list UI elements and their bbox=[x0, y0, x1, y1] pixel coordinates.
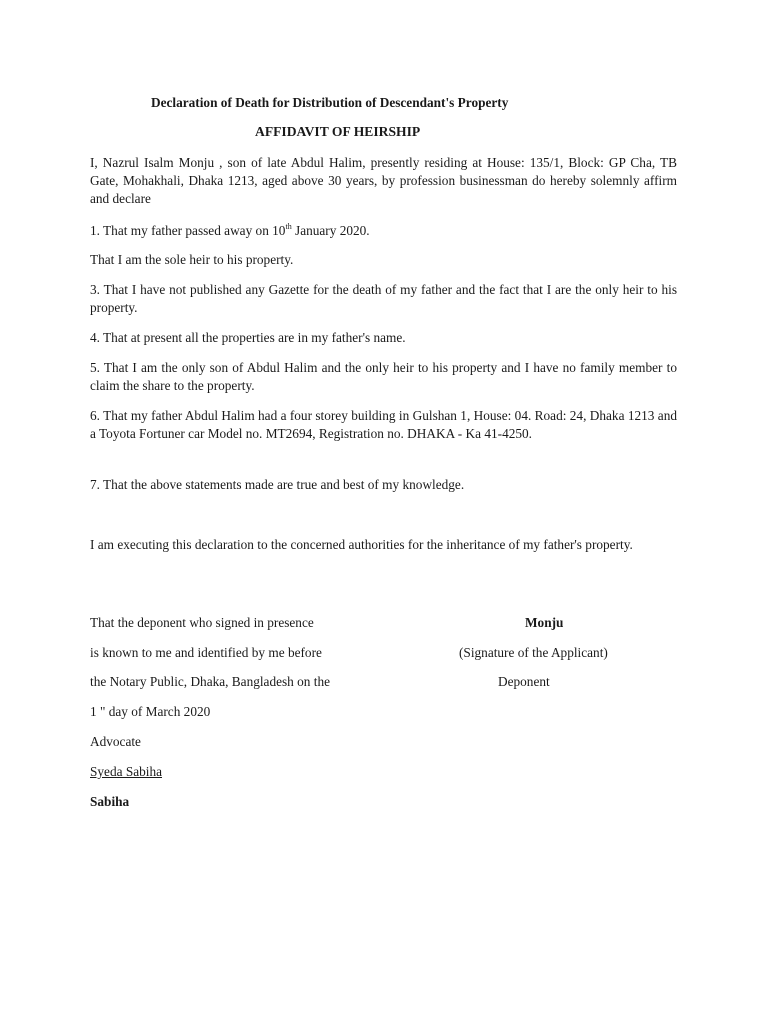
witness-line-1: That the deponent who signed in presence bbox=[90, 615, 314, 630]
advocate-label: Advocate bbox=[90, 734, 141, 749]
intro-paragraph: I, Nazrul Isalm Monju , son of late Abdul Halim, presently residing at House: 135/1, Block: GP Cha, TB Gate, Mohakhali, Dhaka 1213, aged above 30 years, by profession businessman do hereby solemnly affirm and declare bbox=[90, 155, 677, 206]
declaration-item-3: 3. That I have not published any Gazette for the death of my father and the fact that I are the only heir to his property. bbox=[90, 282, 677, 315]
witness-line-2: is known to me and identified by me before bbox=[90, 645, 322, 660]
document-subtitle: AFFIDAVIT OF HEIRSHIP bbox=[255, 124, 421, 139]
document-title: Declaration of Death for Distribution of Descendant's Property bbox=[151, 95, 509, 110]
item-1-ordinal: th bbox=[285, 222, 292, 231]
declaration-item-6: 6. That my father Abdul Halim had a four storey building in Gulshan 1, House: 04. Road: 24, Dhaka 1213 and a Toyota Fortuner car Model no. MT2694, Registration no. DHAKA - Ka 41-4250. bbox=[90, 408, 677, 441]
applicant-signature: Monju bbox=[525, 615, 564, 630]
item-1-text: 1. That my father passed away on 10 bbox=[90, 223, 286, 238]
advocate-signature: Sabiha bbox=[90, 794, 130, 809]
item-1-text-end: January 2020. bbox=[291, 223, 370, 238]
deponent-label: Deponent bbox=[498, 674, 550, 689]
declaration-item-7: 7. That the above statements made are true and best of my knowledge. bbox=[90, 477, 465, 492]
advocate-name: Syeda Sabiha bbox=[90, 764, 163, 779]
applicant-caption: (Signature of the Applicant) bbox=[459, 645, 608, 660]
declaration-item-5: 5. That I am the only son of Abdul Halim and the only heir to his property and I have no family member to claim the share to the property. bbox=[90, 360, 677, 393]
declaration-item-4: 4. That at present all the properties are in my father's name. bbox=[90, 330, 406, 345]
witness-date: 1 " day of March 2020 bbox=[90, 704, 211, 719]
witness-line-3: the Notary Public, Dhaka, Bangladesh on the bbox=[90, 674, 331, 689]
declaration-item-2: That I am the sole heir to his property. bbox=[90, 252, 294, 267]
executing-paragraph: I am executing this declaration to the concerned authorities for the inheritance of my father's property. bbox=[90, 537, 633, 552]
declaration-item-1 bbox=[90, 222, 677, 240]
